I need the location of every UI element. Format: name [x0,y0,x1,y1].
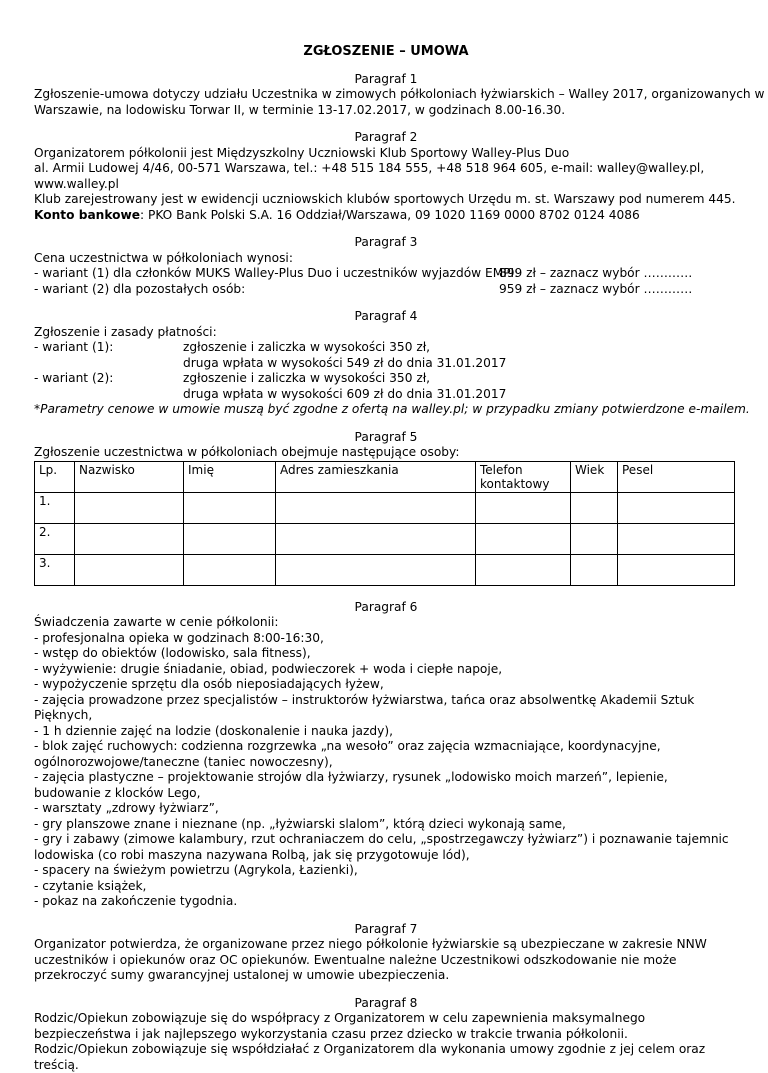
paragraph-4-heading: Paragraf 4 [34,309,738,325]
insurance-text: Organizator potwierdza, że organizowane przez niego półkolonie łyżwiarskie są ubezpieczane w zakresie NNW uczestników i opiekunów oraz OC opiekunów. Ewentualne należne Uczestnikowi odszkodowanie nie może przekroczyć sumy gwarancyjnej ustalonej w umowie ubezpieczenia. [34,937,738,984]
age-cell[interactable] [571,554,618,585]
list-item: - czytanie książek, [34,879,738,895]
organizer-name: Organizatorem półkolonii jest Międzyszkolny Uczniowski Klub Sportowy Walley-Plus Duo [34,146,738,162]
paragraph-2 [34,130,738,223]
age-cell[interactable] [571,523,618,554]
paragraph-1 [34,72,738,119]
payment-variant-2-second [34,387,738,403]
bank-account-label: Konto bankowe [34,208,140,222]
paragraph-1-line: Warszawie, na lodowisku Torwar II, w terminie 13-17.02.2017, w godzinach 8.00-16.30. [34,103,738,119]
list-item: - wypożyczenie sprzętu dla osób nieposiadających łyżew, [34,677,738,693]
payment-step: zgłoszenie i zaliczka w wysokości 350 zł, [183,371,430,387]
column-header-lp: Lp. [35,461,75,492]
list-item: - warsztaty „zdrowy łyżwiarz”, [34,801,738,817]
surname-cell[interactable] [75,554,184,585]
paragraph-1-heading: Paragraf 1 [34,72,738,88]
payment-step: druga wpłata w wysokości 549 zł do dnia 31.01.2017 [183,356,506,372]
first-name-cell[interactable] [184,523,276,554]
paragraph-6-heading: Paragraf 6 [34,600,738,616]
address-cell[interactable] [276,492,476,523]
row-number: 1. [35,492,75,523]
document-title: ZGŁOSZENIE – UMOWA [34,44,738,60]
pricing-note: *Parametry cenowe w umowie muszą być zgodne z ofertą na walley.pl; w przypadku zmiany potwierdzone e-mailem. [34,402,738,418]
paragraph-4 [34,309,738,418]
payment-variant-1 [34,340,738,356]
table-header-row [35,461,735,492]
paragraph-5-heading: Paragraf 5 [34,430,738,446]
list-item: - gry planszowe znane i nieznane (np. „łyżwiarski slalom”, którą dzieci wykonają same, [34,817,738,833]
column-header-age: Wiek [571,461,618,492]
address-cell[interactable] [276,554,476,585]
payment-variant-label: - wariant (1): [34,340,183,356]
payment-variant-2 [34,371,738,387]
participants-table [34,461,735,586]
organizer-address: al. Armii Ludowej 4/46, 00-571 Warszawa, tel.: +48 515 184 555, +48 518 964 605, e-mail: walley@walley.pl, [34,161,738,177]
price-variant-choice[interactable]: 899 zł – zaznacz wybór ………… [499,266,692,282]
list-item: - blok zajęć ruchowych: codzienna rozgrzewka „na wesoło” oraz zajęcia wzmacniające, koordynacyjne, ogólnorozwojowe/taneczne (taniec nowoczesny), [34,739,738,770]
paragraph-5 [34,430,738,586]
phone-cell[interactable] [476,523,571,554]
price-variant-label: - wariant (1) dla członków MUKS Walley-Plus Duo i uczestników wyjazdów EMPI: [34,266,499,282]
list-item: - wyżywienie: drugie śniadanie, obiad, podwieczorek + woda i ciepłe napoje, [34,662,738,678]
list-item: - profesjonalna opieka w godzinach 8:00-16:30, [34,631,738,647]
paragraph-8-heading: Paragraf 8 [34,996,738,1012]
table-row [35,492,735,523]
first-name-cell[interactable] [184,492,276,523]
cooperation-text: Rodzic/Opiekun zobowiązuje się do współpracy z Organizatorem w celu zapewnienia maksymalnego bezpieczeństwa i jak najlepszego wykorzystania czasu przez dziecko w trakcie trwania półkolonii. [34,1011,738,1042]
list-item: - zajęcia prowadzone przez specjalistów – instruktorów łyżwiarstwa, tańca oraz absolwentkę Akademii Sztuk Pięknych, [34,693,738,724]
list-item: - zajęcia plastyczne – projektowanie strojów dla łyżwiarzy, rysunek „lodowisko moich marzeń”, lepienie, budowanie z klocków Lego, [34,770,738,801]
payment-variant-label: - wariant (2): [34,371,183,387]
payment-step: zgłoszenie i zaliczka w wysokości 350 zł, [183,340,430,356]
list-item: - wstęp do obiektów (lodowisko, sala fitness), [34,646,738,662]
phone-cell[interactable] [476,492,571,523]
paragraph-3 [34,235,738,297]
cooperation-text: Rodzic/Opiekun zobowiązuje się współdziałać z Organizatorem dla wykonania umowy zgodnie z jej celem oraz treścią. [34,1042,738,1073]
column-header-first-name: Imię [184,461,276,492]
pesel-cell[interactable] [618,523,735,554]
row-number: 2. [35,523,75,554]
price-intro: Cena uczestnictwa w półkoloniach wynosi: [34,251,738,267]
paragraph-3-heading: Paragraf 3 [34,235,738,251]
participants-intro: Zgłoszenie uczestnictwa w półkoloniach obejmuje następujące osoby: [34,445,738,461]
pesel-cell[interactable] [618,554,735,585]
paragraph-2-heading: Paragraf 2 [34,130,738,146]
table-row [35,523,735,554]
price-variant-1 [34,266,738,282]
organizer-registration: Klub zarejestrowany jest w ewidencji uczniowskich klubów sportowych Urzędu m. st. Warszawy pod numerem 445. [34,192,738,208]
column-header-phone: Telefon kontaktowy [476,461,571,492]
age-cell[interactable] [571,492,618,523]
table-row [35,554,735,585]
surname-cell[interactable] [75,523,184,554]
list-item: - 1 h dziennie zajęć na lodzie (doskonalenie i nauka jazdy), [34,724,738,740]
paragraph-7-heading: Paragraf 7 [34,922,738,938]
price-variant-label: - wariant (2) dla pozostałych osób: [34,282,499,298]
surname-cell[interactable] [75,492,184,523]
list-item: - spacery na świeżym powietrzu (Agrykola, Łazienki), [34,863,738,879]
organizer-website: www.walley.pl [34,177,738,193]
list-item: - gry i zabawy (zimowe kalambury, rzut ochraniaczem do celu, „spostrzegawczy łyżwiarz”) i poznawanie tajemnic lodowiska (co robi maszyna nazywana Rolbą, jak się przygotowuje lód), [34,832,738,863]
bank-account [34,208,738,224]
pesel-cell[interactable] [618,492,735,523]
paragraph-8 [34,996,738,1073]
first-name-cell[interactable] [184,554,276,585]
phone-cell[interactable] [476,554,571,585]
price-variant-choice[interactable]: 959 zł – zaznacz wybór ………… [499,282,692,298]
benefits-intro: Świadczenia zawarte w cenie półkolonii: [34,615,738,631]
column-header-address: Adres zamieszkania [276,461,476,492]
column-header-pesel: Pesel [618,461,735,492]
price-variant-2 [34,282,738,298]
paragraph-1-line: Zgłoszenie-umowa dotyczy udziału Uczestnika w zimowych półkoloniach łyżwiarskich – Walley 2017, organizowanych w [34,87,738,103]
payment-intro: Zgłoszenie i zasady płatności: [34,325,738,341]
bank-account-value: : PKO Bank Polski S.A. 16 Oddział/Warszawa, 09 1020 1169 0000 8702 0124 4086 [140,208,640,222]
list-item: - pokaz na zakończenie tygodnia. [34,894,738,910]
paragraph-7 [34,922,738,984]
column-header-surname: Nazwisko [75,461,184,492]
payment-variant-1-second [34,356,738,372]
payment-step: druga wpłata w wysokości 609 zł do dnia 31.01.2017 [183,387,506,403]
paragraph-6 [34,600,738,910]
benefits-list [34,631,738,910]
row-number: 3. [35,554,75,585]
address-cell[interactable] [276,523,476,554]
